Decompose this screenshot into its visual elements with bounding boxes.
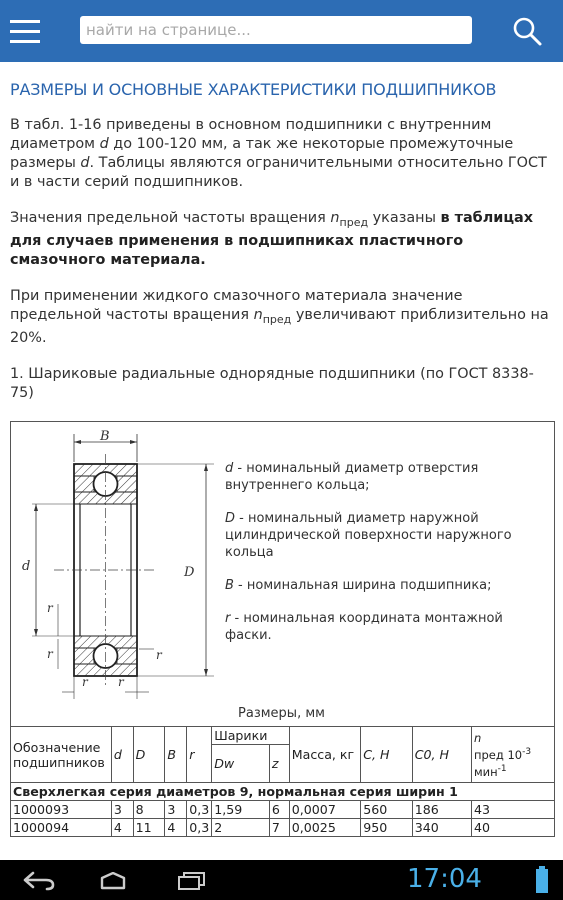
col-header-C: C, H	[361, 727, 412, 783]
figure-legend	[225, 460, 545, 660]
col-header-mass: Масса, кг	[289, 727, 360, 783]
app-header	[0, 0, 563, 62]
table-header-row	[11, 727, 555, 745]
label-B: B	[100, 429, 110, 444]
col-header-r: r	[187, 727, 212, 783]
table-series-row: Сверхлегкая серия диаметров 9, нормальная серия ширин 1	[11, 783, 555, 801]
battery-icon	[535, 866, 549, 894]
label-d: d	[22, 559, 31, 574]
article	[10, 62, 555, 403]
hamburger-icon	[10, 20, 40, 23]
magnifier-icon	[510, 14, 544, 48]
legend-item-r: r - номинальная координата монтажной фаски.	[225, 611, 503, 643]
legend-item-d: d - номинальный диаметр отверстия внутреннего кольца;	[225, 461, 479, 493]
col-header-balls: Шарики	[212, 727, 290, 745]
paragraph-speed: Значения предельной частоты вращения $n_{пред}$ указаны в таблицах для случаев применения в подшипниках пластичного смазочного материала.	[10, 210, 534, 268]
system-nav-bar	[0, 860, 563, 900]
home-icon[interactable]	[96, 872, 130, 890]
col-header-B: B	[165, 727, 187, 783]
col-header-C0: C0, H	[412, 727, 471, 783]
label-r-bottom-right: r	[118, 675, 124, 689]
label-r-right: r	[156, 648, 162, 662]
recent-apps-icon[interactable]	[176, 871, 208, 891]
col-header-Dw: Dw	[212, 745, 270, 783]
table-row: 1000094 4 11 4 0,3 2 7 0,0025 950 340 40	[11, 819, 555, 837]
legend-item-D: D - номинальный диаметр наружной цилиндрической поверхности наружного кольца	[225, 511, 512, 560]
back-icon[interactable]	[22, 870, 56, 892]
search-input[interactable]	[80, 16, 472, 44]
search-box[interactable]	[80, 16, 472, 44]
label-r-bottom-left: r	[82, 675, 88, 689]
page-title: РАЗМЕРЫ И ОСНОВНЫЕ ХАРАКТЕРИСТИКИ ПОДШИПНИКОВ	[10, 80, 497, 99]
status-clock: 17:04	[407, 864, 482, 894]
paragraph-intro: В табл. 1-16 приведены в основном подшипники с внутренним диаметром d до 100-120 мм, а так же некоторые промежуточные размеры d. Таблицы являются ограничительными относительно ГОСТ и в части серий подшипников.	[10, 117, 547, 190]
col-header-D: D	[133, 727, 165, 783]
section-heading: 1. Шариковые радиальные однорядные подшипники (по ГОСТ 8338-75)	[10, 365, 534, 401]
label-D: D	[184, 565, 195, 580]
table-row: 1000093 3 8 3 0,3 1,59 6 0,0007 560 186 43	[11, 801, 555, 819]
label-r-left-upper: r	[47, 601, 53, 615]
bearing-table	[10, 726, 555, 837]
paragraph-liquid-lubricant: При применении жидкого смазочного материала значение предельной частоты вращения $n_{пред}$ увеличивают приблизительно на 20%.	[10, 287, 549, 346]
label-r-left-lower: r	[47, 647, 53, 661]
col-header-z: z	[269, 745, 289, 783]
legend-item-B: B - номинальная ширина подшипника;	[225, 578, 492, 593]
menu-button[interactable]	[10, 14, 40, 48]
search-button[interactable]	[510, 14, 544, 48]
table-units: Размеры, мм	[238, 706, 325, 721]
col-header-n: n пред $10^{-3}$ мин$^{-1}$	[471, 727, 554, 783]
col-header-d: d	[111, 727, 133, 783]
bearing-drawing	[14, 424, 219, 706]
col-header-designation: Обозначение подшипников	[11, 727, 112, 783]
